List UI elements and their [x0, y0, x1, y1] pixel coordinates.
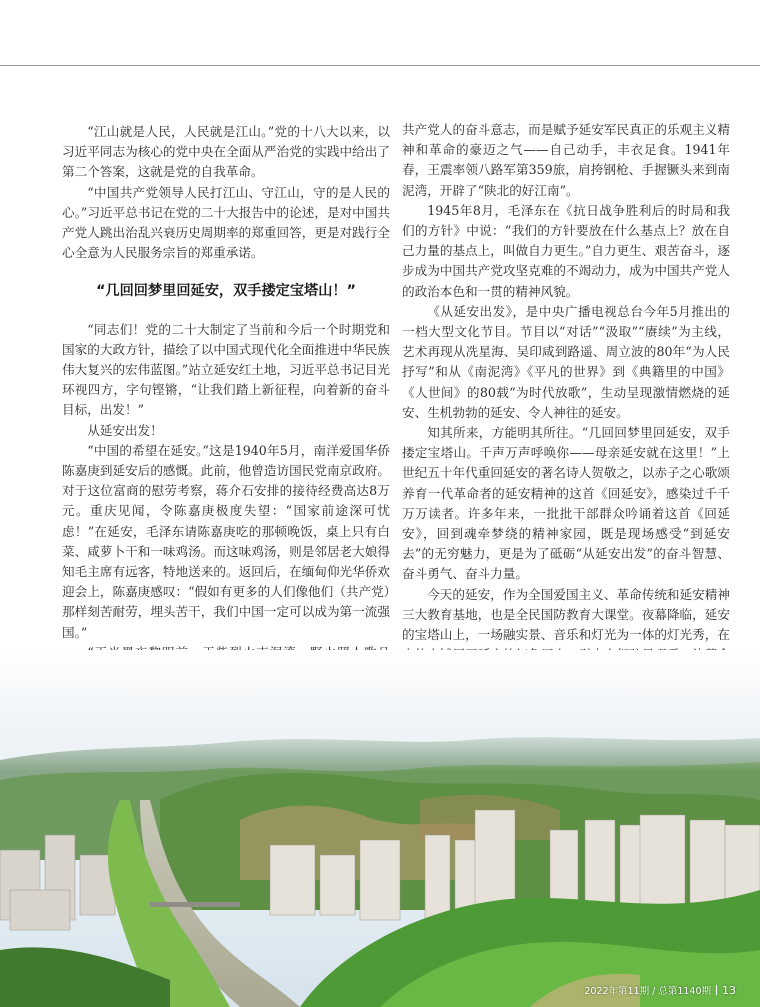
yanan-cityscape-photo: [0, 650, 760, 1007]
paragraph: “中国共产党领导人民打江山、守江山，守的是人民的心。”习近平总书记在党的二十大报告中的论述，是对中国共产党人跳出治乱兴衰历史周期率的郑重回答，更是对践行全心全意为人民服务宗旨的郑重承诺。: [62, 184, 390, 261]
paragraph: “江山就是人民，人民就是江山。”党的十八大以来，以习近平同志为核心的党中央在全面从严治党的实践中给出了第二个答案，这就是党的自我革命。: [62, 124, 390, 180]
paragraph: “中国的希望在延安。”这是1940年5月，南洋爱国华侨陈嘉庚到延安后的感慨。此前，他曾造访国民党南京政府。对于这位富商的慰劳考察，蒋介石安排的接待经费高达8万元。重庆见闻，令陈嘉庚极度失望：“国家前途深可忧虑！”在延安，毛泽东请陈嘉庚吃的那顿晚饭，桌上只有白菜、咸萝卜干和一味鸡汤。而这味鸡汤，则是邻居老大娘得知毛主席有远客，特地送来的。返回后，在缅甸仰光华侨欢迎会上，陈嘉庚感叹：“假如有更多的人们像他们（共产党）那样刻苦耐劳，埋头苦干，我们中国一定可以成为第一流强国。”: [62, 442, 390, 640]
paragraph: 知其所来，方能明其所往。“几回回梦里回延安，双手搂定宝塔山。千声万声呼唤你——母亲延安就在这里！”上世纪五十年代重回延安的著名诗人贺敬之，以赤子之心歌颂养育一代革命者的延安精神的这首《回延安》，感染过千千万万读者。许多年来，一批批干部群众吟诵着这首《回延安》，回到魂牵梦绕的精神家园，既是现场感受“到延安去”的无穷魅力，更是为了砥砺“从延安出发”的奋斗智慧、奋斗勇气、奋斗力量。: [402, 425, 730, 582]
paragraph: 1945年8月，毛泽东在《抗日战争胜利后的时局和我们的方针》中说：“我们的方针要放在什么基点上？放在自己力量的基点上，叫做自力更生。”自力更生、艰苦奋斗，逐步成为中国共产党攻坚克难的不竭动力，成为中国共产党人的政治本色和一贯的精神风貌。: [402, 202, 730, 299]
paragraph: “同志们！党的二十大制定了当前和今后一个时期党和国家的大政方针，描绘了以中国式现代化全面推进中华民族伟大复兴的宏伟蓝图。”站立延安红土地，习近平总书记目光环视四方，字句铿锵，“让我们踏上新征程，向着新的奋斗目标，出发！”: [62, 321, 390, 418]
paragraph: 《从延安出发》，是中央广播电视总台今年5月推出的一档大型文化节目。节目以“对话”“汲取”“赓续”为主线，艺术再现从冼星海、吴印咸到路遥、周立波的80年“为人民抒写”和从《南泥湾》《平凡的世界》到《典籍里的中国》《人世间》的80载“为时代放歌”，生动呈现激情燃烧的延安、生机勃勃的延安、令人神往的延安。: [402, 303, 730, 420]
header-rule: [0, 65, 760, 66]
paragraph: 共产党人的奋斗意志，而是赋予延安军民真正的乐观主义精神和革命的豪迈之气——自己动手，丰衣足食。1941年春，王震率领八路军第359旅，肩挎钢枪、手握镢头来到南泥湾，开辟了“陕北的好江南”。: [402, 122, 730, 198]
paragraph: 今天的延安，作为全国爱国主义、革命传统和延安精神三大教育基地，也是全民国防教育大课堂。夜幕降临，延安的宝塔山上，一场融实景、音乐和灯光为一体的灯光秀，在: [402, 586, 730, 643]
page-number: 13: [722, 984, 736, 997]
paragraph: 从延安出发！: [87, 422, 163, 438]
footer-divider: [716, 985, 717, 995]
section-heading: “几回回梦里回延安，双手搂定宝塔山！”: [96, 283, 356, 300]
issue-label: 2022年第11期 / 总第1140期: [584, 986, 711, 997]
page-footer: [584, 983, 736, 997]
